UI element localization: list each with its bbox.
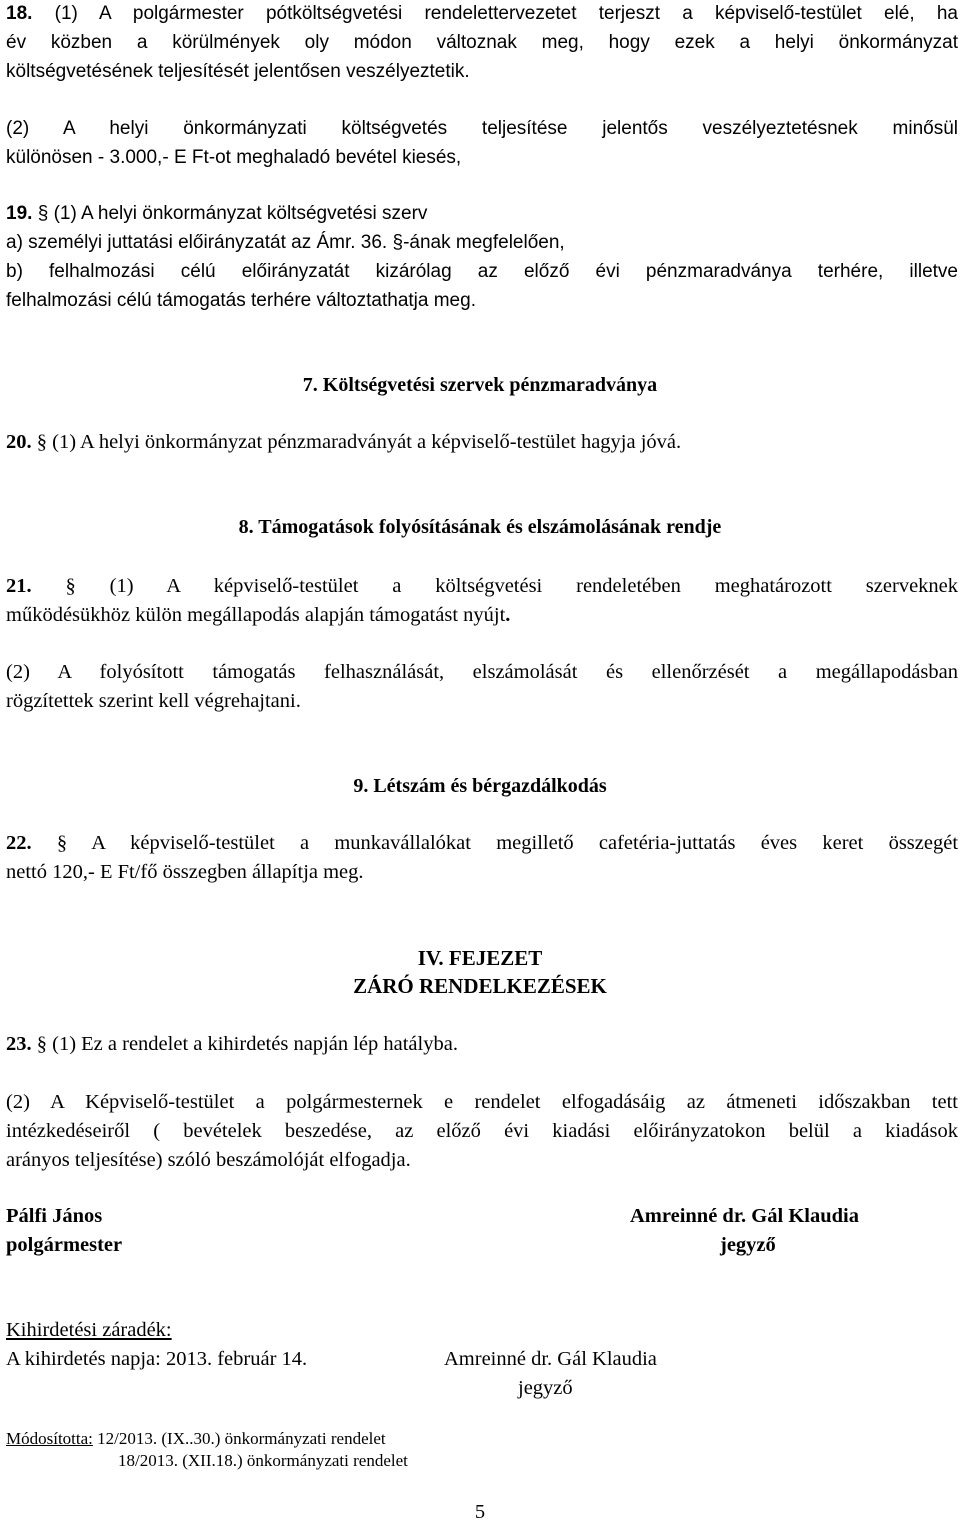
s21-p2-line1: (2) A folyósított támogatás felhasználását, elszámolását és ellenőrzését a megállapodásban bbox=[6, 661, 958, 683]
text: (1) A képviselő-testület a költségvetési rendeletében meghatározott szerveknek bbox=[109, 575, 959, 597]
s22-line1 bbox=[6, 829, 958, 857]
s18-p2-line1: (2) A helyi önkormányzati költségvetés teljesítése jelentős veszélyeztetésnek minősül bbox=[6, 118, 958, 139]
text: (1) A helyi önkormányzat költségvetési szerv bbox=[53, 203, 428, 224]
text: a) személyi juttatási előirányzatát az Ámr. 36. bbox=[6, 232, 388, 253]
section-number: 18. bbox=[6, 3, 33, 24]
section-sign-icon: § bbox=[56, 832, 68, 854]
section-sign-icon: § bbox=[37, 203, 49, 224]
clause-signer-title: jegyző bbox=[518, 1377, 573, 1399]
s18-p1-line3: költségvetésének teljesítését jelentősen veszélyeztetik. bbox=[6, 61, 470, 82]
s21-p1-line2 bbox=[6, 601, 510, 629]
heading-8: 8. Támogatások folyósításának és elszámolásának rendje bbox=[238, 516, 722, 538]
text: A képviselő-testület a munkavállalókat megillető cafetéria-juttatás éves keret összegét bbox=[91, 832, 959, 854]
heading-9: 9. Létszám és bérgazdálkodás bbox=[353, 775, 607, 797]
s19-line3: b) felhalmozási célú előirányzatát kizárólag az előző évi pénzmaradványa terhére, illetve bbox=[6, 261, 958, 282]
signature-left-title: polgármester bbox=[6, 1234, 123, 1256]
s22-line2: nettó 120,- E Ft/fő összegben állapítja meg. bbox=[6, 861, 364, 883]
section-sign-icon: § bbox=[392, 232, 404, 253]
text: (1) Ez a rendelet a kihirdetés napján lép hatályba. bbox=[52, 1033, 458, 1055]
s23-p2-line1: (2) A Képviselő-testület a polgármesternek e rendelet elfogadásáig az átmeneti időszakban tett bbox=[6, 1091, 958, 1113]
section-number: 21. bbox=[6, 575, 32, 597]
section-number: 19. bbox=[6, 203, 33, 224]
section-sign-icon: § bbox=[36, 1033, 47, 1055]
s20-line1 bbox=[6, 428, 681, 456]
signature-left-name: Pálfi János bbox=[6, 1205, 103, 1227]
section-number: 22. bbox=[6, 832, 32, 854]
signature-right-title: jegyző bbox=[720, 1234, 776, 1256]
text: (1) A helyi önkormányzat pénzmaradványát a képviselő-testület hagyja jóvá. bbox=[52, 431, 682, 453]
text: 12/2013. (IX..30.) önkormányzati rendelet bbox=[92, 1429, 386, 1448]
text: (1) A polgármester pótköltségvetési rendelettervezetet terjeszt a képviselő-testület elé, ha bbox=[54, 3, 958, 24]
text: . bbox=[505, 604, 511, 626]
amended-line2: 18/2013. (XII.18.) önkormányzati rendelet bbox=[118, 1451, 408, 1470]
s18-p1-line2: év közben a körülmények oly módon változnak meg, hogy ezek a helyi önkormányzat bbox=[6, 32, 958, 53]
signature-right-name: Amreinné dr. Gál Klaudia bbox=[630, 1205, 859, 1227]
s21-p1-line1 bbox=[6, 572, 958, 600]
s19-line4: felhalmozási célú támogatás terhére változtathatja meg. bbox=[6, 290, 476, 311]
clause-heading: Kihirdetési záradék: bbox=[6, 1319, 172, 1341]
section-number: 20. bbox=[6, 431, 32, 453]
s18-p2-line2: különösen - 3.000,- E Ft-ot meghaladó bevétel kiesés, bbox=[6, 147, 462, 168]
chapter-title: IV. FEJEZET bbox=[417, 946, 543, 970]
text: -ának megfelelően, bbox=[403, 232, 565, 253]
s23-p1 bbox=[6, 1030, 458, 1058]
clause-signer: Amreinné dr. Gál Klaudia bbox=[444, 1348, 657, 1370]
amended-label: Módosította: bbox=[6, 1429, 93, 1448]
page-number: 5 bbox=[474, 1501, 486, 1523]
s21-p2-line2: rögzítettek szerint kell végrehajtani. bbox=[6, 690, 301, 712]
text: működésükhöz külön megállapodás alapján támogatást nyújt bbox=[6, 604, 506, 626]
s18-p1-line1 bbox=[6, 0, 958, 28]
section-number: 23. bbox=[6, 1033, 32, 1055]
heading-7: 7. Költségvetési szervek pénzmaradványa bbox=[302, 374, 658, 396]
s23-p2-line2: intézkedéseiről ( bevételek beszedése, az előző évi kiadási előirányzatokon belül a kiadások bbox=[6, 1120, 958, 1142]
amended-line1 bbox=[6, 1428, 386, 1450]
s19-line1 bbox=[6, 200, 427, 228]
section-sign-icon: § bbox=[36, 431, 47, 453]
section-sign-icon: § bbox=[65, 575, 76, 597]
clause-date: A kihirdetés napja: 2013. február 14. bbox=[6, 1348, 308, 1370]
chapter-subtitle: ZÁRÓ RENDELKEZÉSEK bbox=[353, 974, 607, 998]
s19-line2 bbox=[6, 229, 565, 257]
s23-p2-line3: arányos teljesítése) szóló beszámolóját elfogadja. bbox=[6, 1149, 411, 1171]
